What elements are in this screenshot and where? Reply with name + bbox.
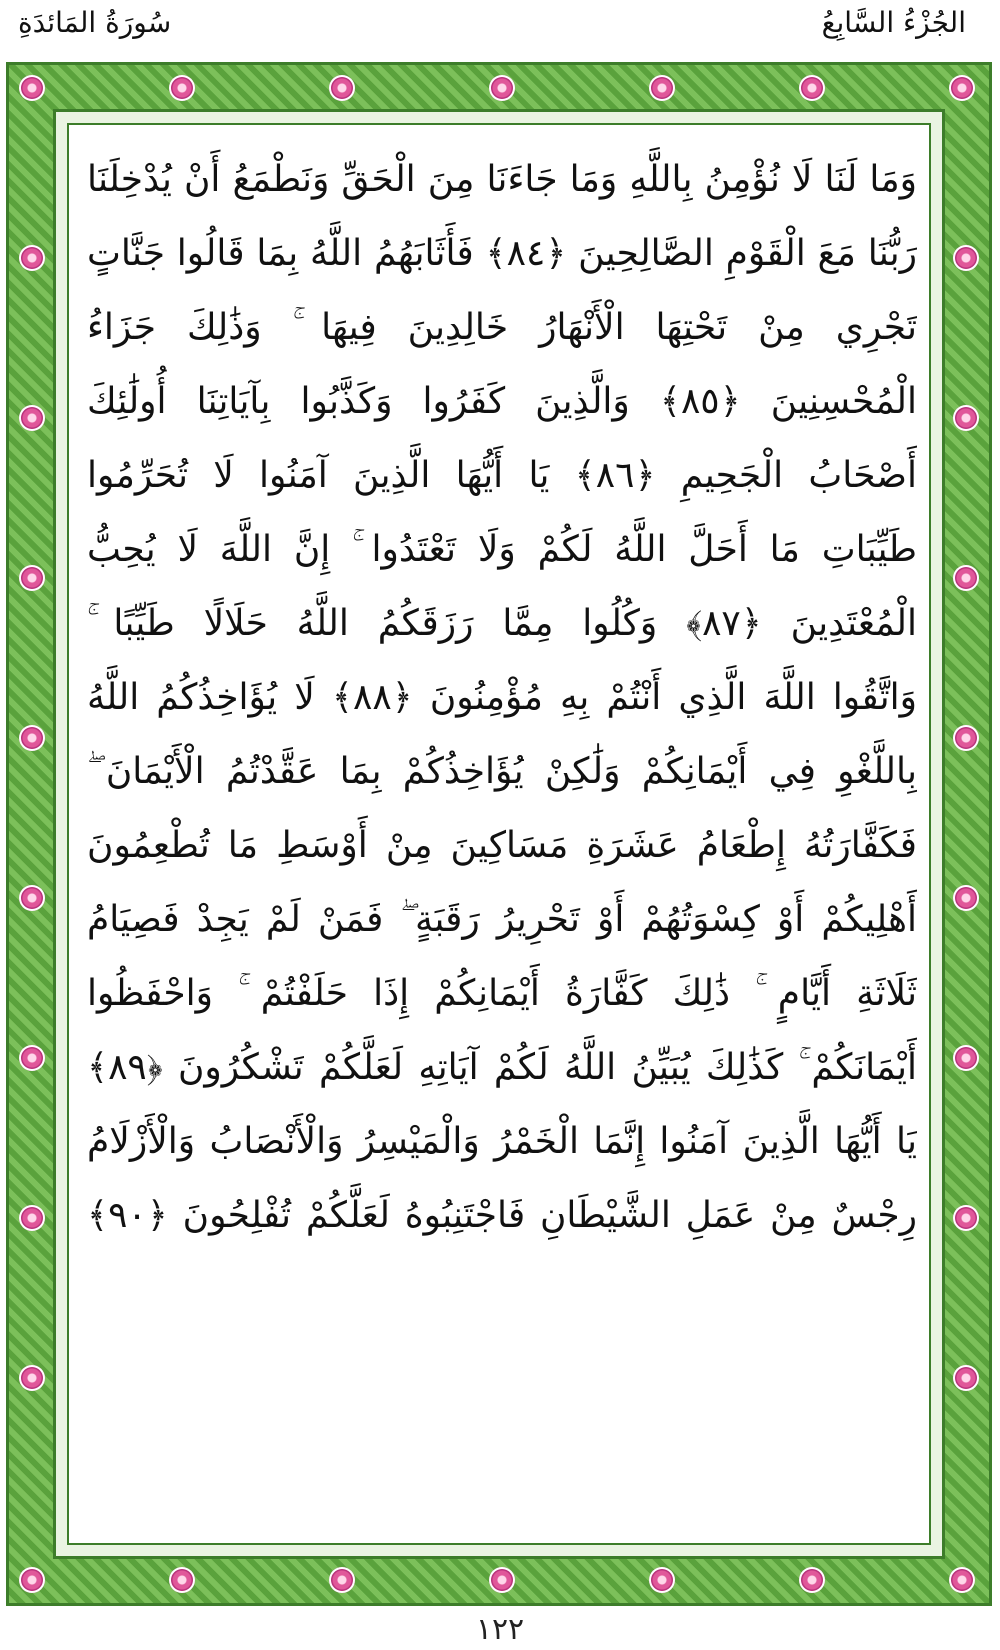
- rosette-icon: [19, 565, 45, 591]
- rosette-icon: [19, 1365, 45, 1391]
- verse-line: فَكَفَّارَتُهُ إِطْعَامُ عَشَرَةِ مَسَاكِينَ مِنْ أَوْسَطِ مَا تُطْعِمُونَ: [87, 825, 917, 866]
- rosette-icon: [19, 245, 45, 271]
- rosette-icon: [19, 75, 45, 101]
- juz-name: الجُزْءُ السَّابِعُ: [821, 6, 966, 39]
- rosette-icon: [329, 1567, 355, 1593]
- rosette-icon: [953, 1365, 979, 1391]
- rosette-icon: [799, 1567, 825, 1593]
- rosette-icon: [649, 75, 675, 101]
- page-number: ١٢٢: [475, 1612, 525, 1647]
- verse-line: طَيِّبَاتِ مَا أَحَلَّ اللَّهُ لَكُمْ وَلَا تَعْتَدُوا ۚ إِنَّ اللَّهَ لَا يُحِبُّ: [87, 529, 917, 570]
- rosette-icon: [953, 1045, 979, 1071]
- surah-name: سُورَةُ المَائدَةِ: [18, 6, 172, 39]
- rosette-icon: [649, 1567, 675, 1593]
- verse-text-block: [87, 143, 917, 1253]
- rosette-icon: [953, 405, 979, 431]
- verse-line: الْمُعْتَدِينَ ﴿٨٧﴾ وَكُلُوا مِمَّا رَزَقَكُمُ اللَّهُ حَلَالًا طَيِّبًا ۚ: [87, 603, 917, 644]
- rosette-icon: [953, 1205, 979, 1231]
- rosette-icon: [949, 1567, 975, 1593]
- rosette-icon: [19, 885, 45, 911]
- rosette-icon: [19, 1045, 45, 1071]
- rosette-icon: [953, 245, 979, 271]
- rosette-icon: [953, 565, 979, 591]
- rosette-icon: [953, 885, 979, 911]
- rosette-icon: [489, 75, 515, 101]
- rosette-icon: [19, 1567, 45, 1593]
- page-header: [0, 0, 1000, 60]
- rosette-icon: [19, 725, 45, 751]
- verse-line: رَبُّنَا مَعَ الْقَوْمِ الصَّالِحِينَ ﴿٨٤﴾ فَأَثَابَهُمُ اللَّهُ بِمَا قَالُوا جَنَّاتٍ: [87, 233, 917, 274]
- ornamental-border: [6, 62, 992, 1606]
- verse-line: الْمُحْسِنِينَ ﴿٨٥﴾ وَالَّذِينَ كَفَرُوا وَكَذَّبُوا بِآيَاتِنَا أُولَٰئِكَ: [87, 381, 917, 422]
- rosette-icon: [169, 75, 195, 101]
- rosette-icon: [949, 75, 975, 101]
- verse-line: رِجْسٌ مِنْ عَمَلِ الشَّيْطَانِ فَاجْتَنِبُوهُ لَعَلَّكُمْ تُفْلِحُونَ ﴿٩٠﴾: [87, 1195, 917, 1236]
- verse-line: تَجْرِي مِنْ تَحْتِهَا الْأَنْهَارُ خَالِدِينَ فِيهَا ۚ وَذَٰلِكَ جَزَاءُ: [87, 307, 917, 348]
- rosette-icon: [329, 75, 355, 101]
- rosette-icon: [169, 1567, 195, 1593]
- verse-line: أَهْلِيكُمْ أَوْ كِسْوَتُهُمْ أَوْ تَحْرِيرُ رَقَبَةٍ ۖ فَمَنْ لَمْ يَجِدْ فَصِيَامُ: [87, 899, 917, 940]
- verse-line: أَيْمَانَكُمْ ۚ كَذَٰلِكَ يُبَيِّنُ اللَّهُ لَكُمْ آيَاتِهِ لَعَلَّكُمْ تَشْكُرُونَ ﴿٨٩﴾: [87, 1047, 917, 1088]
- verse-line: يَا أَيُّهَا الَّذِينَ آمَنُوا إِنَّمَا الْخَمْرُ وَالْمَيْسِرُ وَالْأَنْصَابُ وَالْأَزْلَامُ: [87, 1121, 917, 1162]
- rosette-icon: [953, 725, 979, 751]
- verse-line: ثَلَاثَةِ أَيَّامٍ ۚ ذَٰلِكَ كَفَّارَةُ أَيْمَانِكُمْ إِذَا حَلَفْتُمْ ۚ وَاحْفَظُوا: [87, 973, 917, 1014]
- rosette-icon: [489, 1567, 515, 1593]
- rosette-icon: [19, 405, 45, 431]
- verse-line: أَصْحَابُ الْجَحِيمِ ﴿٨٦﴾ يَا أَيُّهَا الَّذِينَ آمَنُوا لَا تُحَرِّمُوا: [87, 455, 917, 496]
- rosette-icon: [19, 1205, 45, 1231]
- verse-line: وَاتَّقُوا اللَّهَ الَّذِي أَنْتُمْ بِهِ مُؤْمِنُونَ ﴿٨٨﴾ لَا يُؤَاخِذُكُمُ اللَّهُ: [87, 677, 917, 718]
- rosette-icon: [799, 75, 825, 101]
- verse-line: وَمَا لَنَا لَا نُؤْمِنُ بِاللَّهِ وَمَا جَاءَنَا مِنَ الْحَقِّ وَنَطْمَعُ أَنْ يُدْخِلَنَا: [87, 159, 917, 200]
- verse-line: بِاللَّغْوِ فِي أَيْمَانِكُمْ وَلَٰكِنْ يُؤَاخِذُكُمْ بِمَا عَقَّدْتُمُ الْأَيْمَانَ ۖ: [87, 751, 917, 792]
